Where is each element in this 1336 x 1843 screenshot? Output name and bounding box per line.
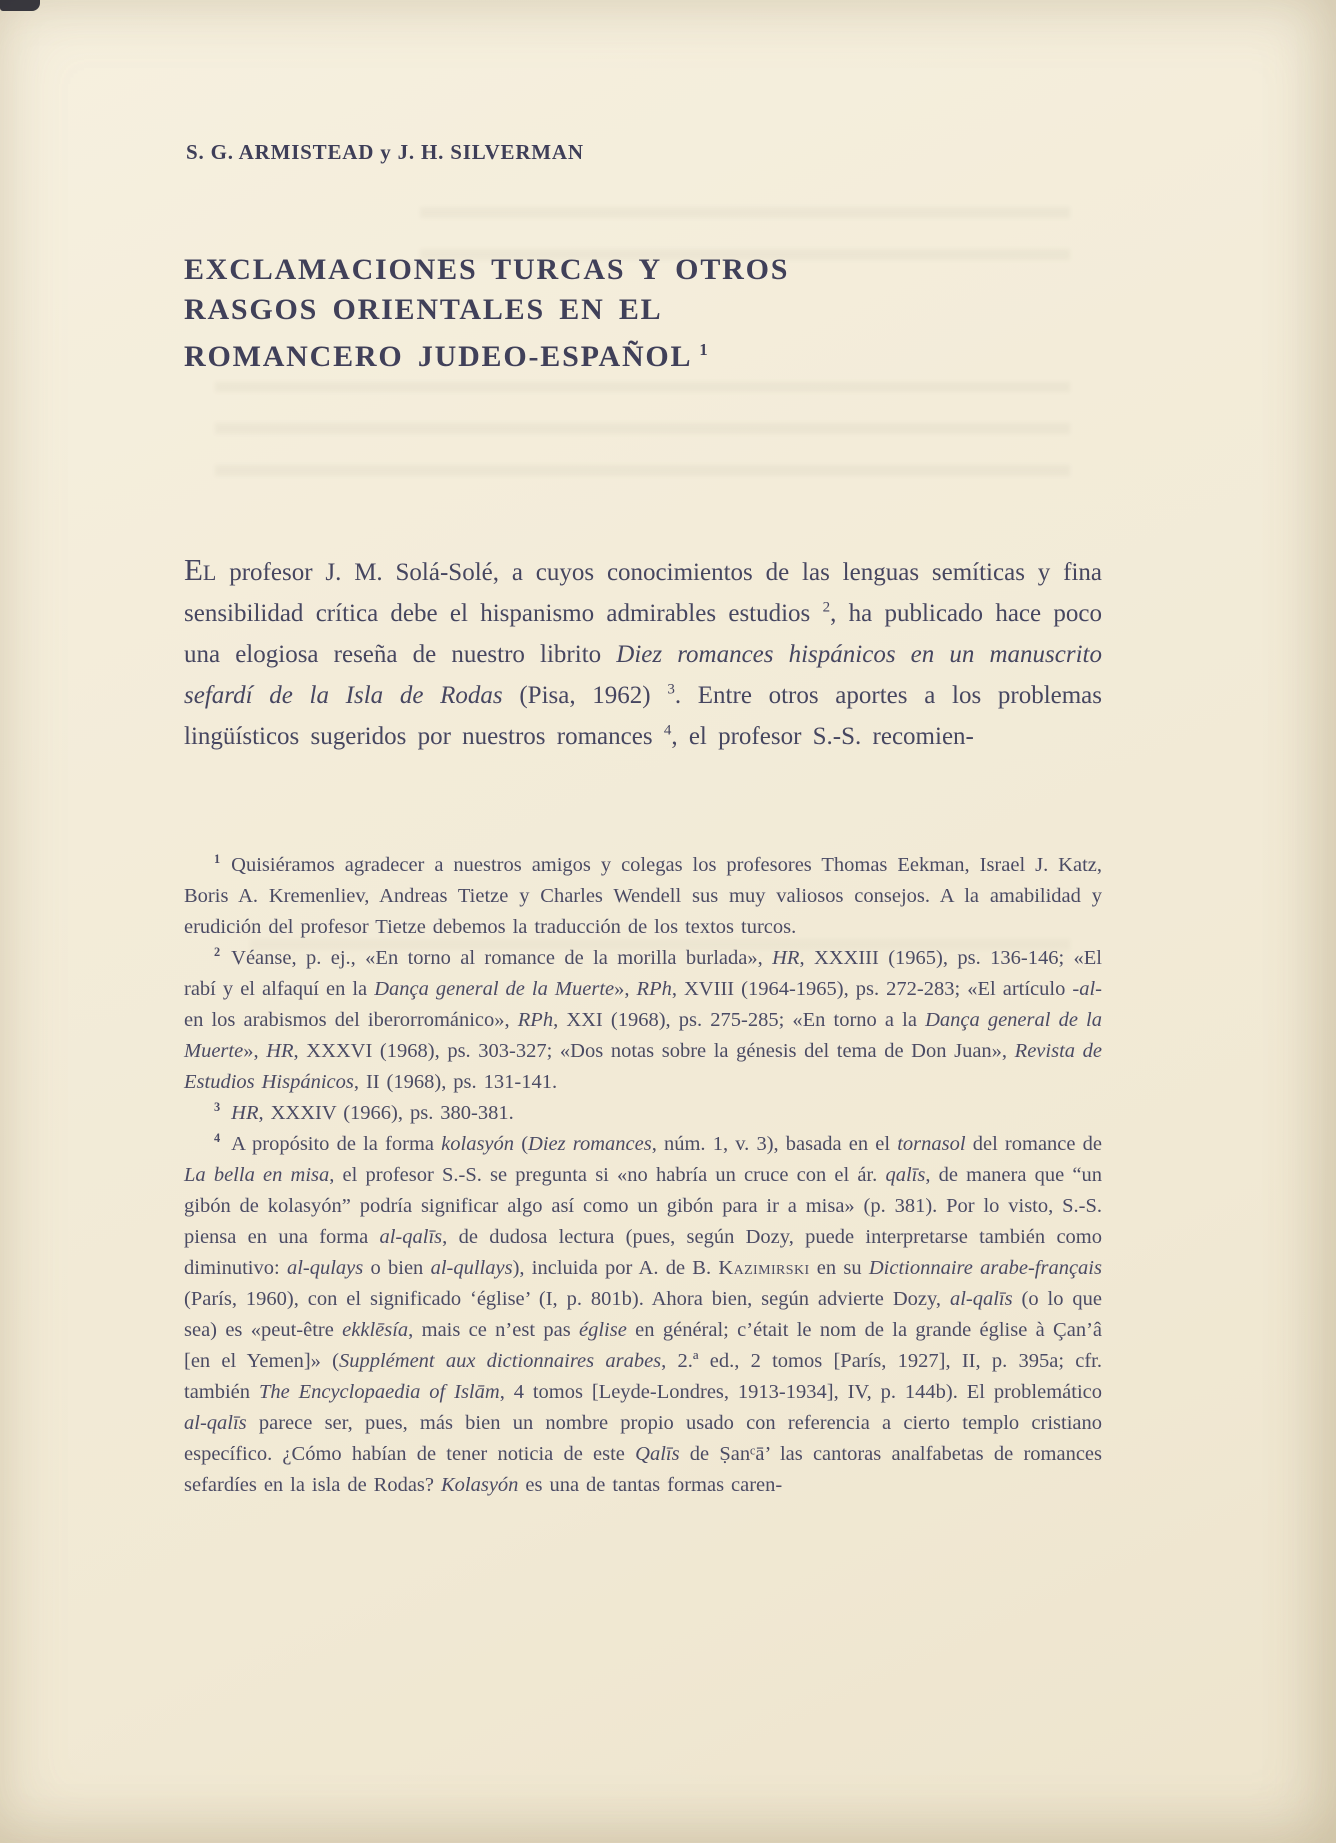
footnote-4-marker: 4 <box>214 1131 221 1146</box>
lead-paragraph: El profesor J. M. Solá-Solé, a cuyos conocimientos de las lenguas semíticas y fina sensibilidad crítica debe el hispanismo admirables estudios $^2$, ha publicado hace poco una elogiosa reseña de nuestro librito Diez romances hispánicos en un manuscrito sefardí de la Isla de Rodas (Pisa, 1962) $^3$. Entre otros aportes a los problemas lingüísticos sugeridos por nuestros romances $^4$, el profesor S.-S. recomien- <box>184 552 1103 750</box>
title-footnote-reference: 1 <box>699 340 708 359</box>
footnote-3 <box>184 1098 1102 1129</box>
print-show-through <box>215 382 1070 492</box>
footnote-4 <box>184 1129 1102 1501</box>
footnote-2 <box>184 943 1102 1098</box>
title-line-3 <box>184 330 1144 377</box>
authors-line: S. G. ARMISTEAD y J. H. SILVERMAN <box>186 140 584 164</box>
footnotes-section <box>184 850 1102 1501</box>
footnote-1 <box>184 850 1102 943</box>
title-line-1: EXCLAMACIONES TURCAS Y OTROS <box>184 253 790 286</box>
footnote-1-text: Quisiéramos agradecer a nuestros amigos y colegas los profesores Thomas Eekman, Israel J. Katz, Boris A. Kremenliev, Andreas Tietze y Charles Wendell sus muy valiosos consejos. A la amabilidad y erudición del profesor Tietze debemos la traducción de los textos turcos. <box>184 854 1102 938</box>
title-line-3-text: ROMANCERO JUDEO-ESPAÑOL <box>184 340 693 373</box>
title-line-2: RASGOS ORIENTALES EN EL <box>184 293 663 326</box>
scan-corner-artifact <box>0 0 40 11</box>
footnote-3-text: HR, XXXIV (1966), ps. 380-381. <box>231 1102 514 1124</box>
article-title <box>184 250 1144 377</box>
footnote-2-text: Véanse, p. ej., «En torno al romance de la morilla burlada», HR, XXXIII (1965), ps. 136-146; «El rabí y el alfaquí en la Dança general de la Muerte», RPh, XVIII (1964-1965), ps. 272-283; «El artículo -al- en los arabismos del iberorrománico», RPh, XXI (1968), ps. 275-285; «En torno a la Dança general de la Muerte», HR, XXXVI (1968), ps. 303-327; «Dos notas sobre la génesis del tema de Don Juan», Revista de Estudios Hispánicos, II (1968), ps. 131-141. <box>184 947 1102 1093</box>
footnote-2-marker: 2 <box>214 945 221 960</box>
footnote-1-marker: 1 <box>214 852 221 867</box>
footnote-4-text: A propósito de la forma kolasyón (Diez romances, núm. 1, v. 3), basada en el tornasol del romance de La bella en misa, el profesor S.-S. se pregunta si «no habría un cruce con el ár. qalīs, de manera que “un gibón de kolasyón” podría significar algo así como un gibón para ir a misa» (p. 381). Por lo visto, S.-S. piensa en una forma al-qalīs, de dudosa lectura (pues, según Dozy, puede interpretarse también como diminutivo: al-qulays o bien al-qullays), incluida por A. de B. Kazimirski en su Dictionnaire arabe-français (París, 1960), con el significado ‘église’ (I, p. 801b). Ahora bien, según advierte Dozy, al-qalīs (o lo que sea) es «peut-être ekklēsía, mais ce n’est pas église en général; c’était le nom de la grande église à Çan’â [en el Yemen]» (Supplément aux dictionnaires arabes, 2.ª ed., 2 tomos [París, 1927], II, p. 395a; cfr. también The Encyclopaedia of Islām, 4 tomos [Leyde-Londres, 1913-1934], IV, p. 144b). El problemático al-qalīs parece ser, pues, más bien un nombre propio usado con referencia a cierto templo cristiano específico. ¿Cómo habían de tener noticia de este Qalīs de Ṣanᶜā’ las cantoras analfabetas de romances sefardíes en la isla de Rodas? Kolasyón es una de tantas formas caren- <box>184 1133 1103 1496</box>
footnote-3-marker: 3 <box>214 1100 221 1115</box>
